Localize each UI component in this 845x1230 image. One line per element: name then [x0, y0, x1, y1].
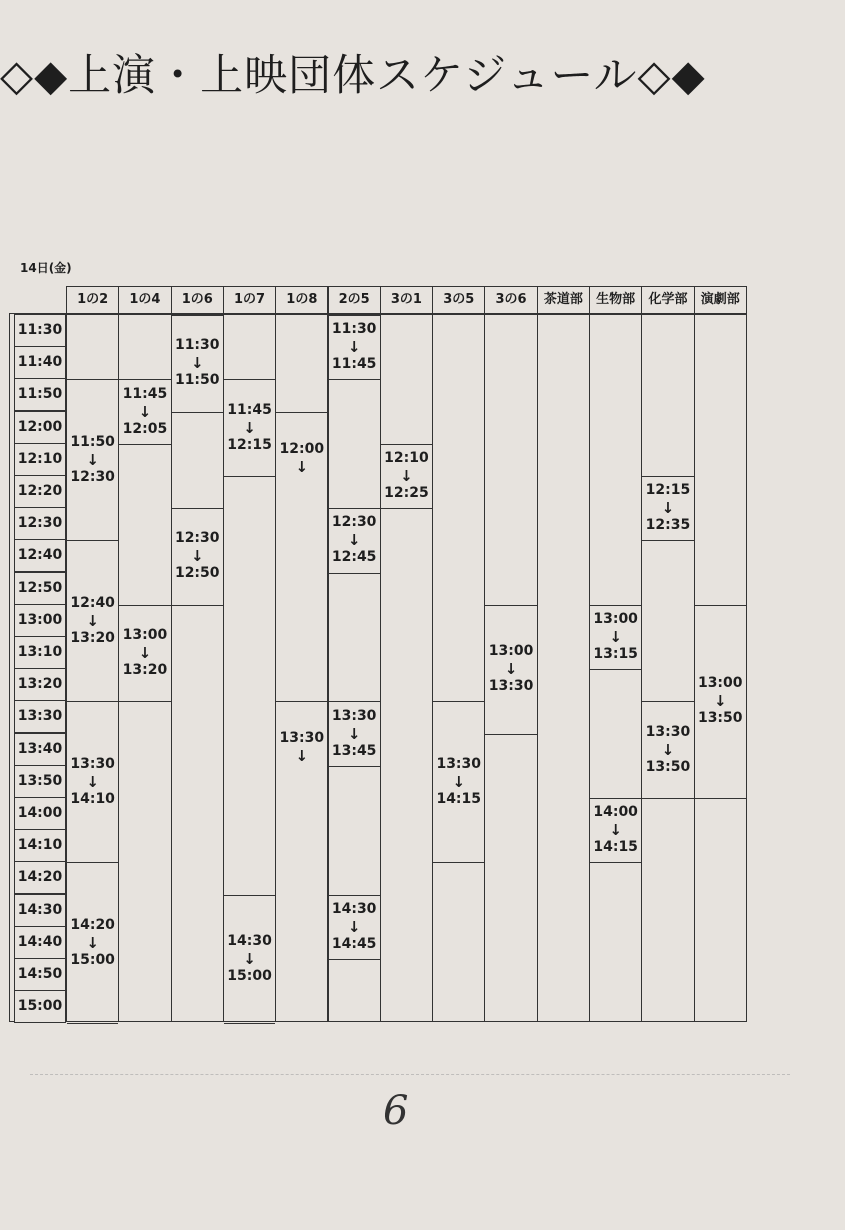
event-start-time: 12:30 [174, 530, 220, 547]
time-slot-label: 14:10 [14, 829, 66, 862]
schedule-column [641, 314, 694, 1022]
event-start-time: 14:30 [331, 900, 377, 917]
divider-line [30, 1074, 790, 1075]
schedule-event [590, 605, 641, 669]
time-slot-label: 14:40 [14, 926, 66, 959]
column-header: 化学部 [641, 286, 694, 314]
arrow-down-icon: ↓ [713, 692, 727, 711]
schedule-column [537, 314, 590, 1022]
column-header: 1の2 [66, 286, 119, 314]
event-end-time: 13:50 [645, 758, 691, 775]
schedule-event [642, 701, 693, 798]
time-slot-label: 14:30 [14, 894, 66, 927]
event-end-line [119, 444, 170, 445]
arrow-down-icon: ↓ [295, 747, 309, 766]
event-start-time: 14:30 [227, 932, 272, 949]
schedule-column [275, 314, 328, 1022]
column-header: 1の7 [223, 286, 276, 314]
event-end-time: 12:25 [384, 484, 429, 501]
schedule-event [67, 379, 118, 540]
arrow-down-icon: ↓ [452, 772, 466, 791]
event-start-time: 13:30 [645, 723, 691, 740]
event-start-time: 13:00 [593, 610, 638, 627]
schedule-event [590, 798, 641, 862]
event-end-time: 14:45 [331, 935, 377, 952]
event-start-time: 11:45 [227, 401, 272, 418]
schedule-event [67, 862, 118, 1023]
event-end-time: 13:20 [70, 629, 115, 646]
schedule-event [695, 605, 746, 798]
time-slot-label: 12:30 [14, 507, 66, 540]
schedule-event [67, 701, 118, 862]
event-end-line [224, 476, 275, 477]
event-end-line [172, 605, 223, 606]
schedule-date: 14日(金) [20, 261, 72, 275]
event-end-time: 15:00 [227, 967, 272, 984]
event-end-time: 13:45 [331, 742, 377, 759]
event-end-line [329, 379, 380, 380]
event-end-time: 15:00 [70, 951, 115, 968]
arrow-down-icon: ↓ [86, 933, 99, 952]
event-end-line [485, 734, 536, 735]
arrow-down-icon: ↓ [661, 740, 675, 759]
event-end-line [329, 573, 380, 574]
event-start-time: 11:30 [174, 337, 220, 354]
event-end-line [590, 669, 641, 670]
arrow-down-icon: ↓ [295, 457, 309, 476]
event-end-line [590, 862, 641, 863]
event-start-time: 13:00 [122, 627, 168, 644]
time-slot-label: 11:40 [14, 346, 66, 379]
event-start-time: 14:20 [70, 916, 115, 933]
arrow-down-icon: ↓ [347, 531, 361, 550]
event-start-time: 12:00 [279, 440, 325, 457]
event-start-time: 13:30 [70, 755, 115, 772]
schedule-event [119, 605, 170, 702]
event-end-line [119, 701, 170, 702]
event-end-time: 11:50 [174, 372, 220, 389]
schedule-event [642, 476, 693, 540]
event-end-time: 13:15 [593, 645, 638, 662]
event-end-time: 14:15 [436, 790, 482, 807]
schedule-column [589, 314, 642, 1022]
schedule-event [276, 412, 327, 500]
event-end-time: 13:20 [122, 662, 168, 679]
schedule-column [432, 314, 485, 1022]
event-end-line [329, 766, 380, 767]
event-start-time: 13:00 [488, 643, 534, 660]
time-slot-label: 14:20 [14, 861, 66, 894]
time-slot-label: 12:50 [14, 572, 66, 605]
event-start-time: 13:30 [331, 707, 377, 724]
schedule-column [118, 314, 171, 1022]
schedule-event [329, 315, 380, 379]
event-start-time: 12:40 [70, 594, 115, 611]
event-end-line [329, 959, 380, 960]
event-end-time: 13:50 [697, 710, 743, 727]
schedule-event [381, 444, 432, 508]
schedule-event [224, 895, 275, 1024]
event-end-line [381, 508, 432, 509]
event-end-line [224, 1023, 275, 1024]
time-slot-label: 14:00 [14, 797, 66, 830]
schedule-event [329, 895, 380, 959]
time-slot-label: 15:00 [14, 990, 66, 1023]
event-end-time: 12:15 [227, 436, 272, 453]
event-start-time: 11:45 [122, 385, 168, 402]
time-slot-label: 12:00 [14, 411, 66, 444]
schedule-column [171, 314, 224, 1022]
arrow-down-icon: ↓ [661, 499, 675, 518]
column-header: 1の8 [275, 286, 328, 314]
arrow-down-icon: ↓ [347, 338, 361, 357]
schedule-event [276, 701, 327, 789]
schedule-event [119, 379, 170, 443]
arrow-down-icon: ↓ [504, 660, 518, 679]
column-header: 3の1 [380, 286, 433, 314]
arrow-down-icon: ↓ [86, 772, 99, 791]
column-header: 2の5 [328, 286, 381, 314]
event-end-time: 11:45 [331, 356, 377, 373]
column-header: 茶道部 [537, 286, 590, 314]
time-slot-label: 13:00 [14, 604, 66, 637]
schedule-event [433, 701, 484, 862]
schedule-event [224, 379, 275, 476]
event-end-time: 12:30 [70, 468, 115, 485]
schedule-event [329, 508, 380, 572]
schedule-event [172, 508, 223, 605]
arrow-down-icon: ↓ [243, 949, 256, 968]
time-slot-label: 14:50 [14, 958, 66, 991]
event-end-time: 12:35 [645, 517, 691, 534]
event-end-time: 14:10 [70, 790, 115, 807]
event-start-time: 13:00 [697, 675, 743, 692]
arrow-down-icon: ↓ [86, 450, 99, 469]
time-slot-label: 13:40 [14, 733, 66, 766]
event-start-time: 12:30 [331, 514, 377, 531]
schedule-event [67, 540, 118, 701]
column-header: 生物部 [589, 286, 642, 314]
schedule-column [484, 314, 537, 1022]
event-end-line [642, 798, 693, 799]
column-header: 1の6 [171, 286, 224, 314]
arrow-down-icon: ↓ [347, 724, 361, 743]
event-start-time: 13:30 [436, 755, 482, 772]
time-slot-label: 13:50 [14, 765, 66, 798]
schedule-column [694, 314, 747, 1022]
event-end-time: 14:15 [593, 839, 638, 856]
arrow-down-icon: ↓ [190, 354, 204, 373]
column-header: 1の4 [118, 286, 171, 314]
schedule-column [380, 314, 433, 1022]
time-slot-label: 13:30 [14, 700, 66, 733]
column-header: 演劇部 [694, 286, 747, 314]
arrow-down-icon: ↓ [86, 611, 99, 630]
page-title: ◇◆上演・上映団体スケジュール◇◆ [0, 51, 706, 101]
time-slot-label: 12:10 [14, 443, 66, 476]
arrow-down-icon: ↓ [609, 627, 622, 646]
event-end-line [695, 798, 746, 799]
event-start-time: 12:15 [645, 482, 691, 499]
arrow-down-icon: ↓ [138, 402, 152, 421]
schedule-column [328, 314, 381, 1022]
event-start-time: 12:10 [384, 449, 429, 466]
arrow-down-icon: ↓ [243, 418, 256, 437]
arrow-down-icon: ↓ [190, 547, 204, 566]
event-end-line [433, 862, 484, 863]
time-slot-label: 12:20 [14, 475, 66, 508]
schedule-column [66, 314, 119, 1022]
time-slot-label: 11:30 [14, 314, 66, 347]
event-start-time: 11:50 [70, 433, 115, 450]
schedule-column [223, 314, 276, 1022]
column-header: 3の6 [484, 286, 537, 314]
schedule-grid [66, 314, 746, 1022]
arrow-down-icon: ↓ [400, 466, 413, 485]
schedule-event [329, 701, 380, 765]
arrow-down-icon: ↓ [138, 644, 152, 663]
event-start-time: 14:00 [593, 804, 638, 821]
time-slot-label: 11:50 [14, 378, 66, 411]
event-end-time: 12:50 [174, 565, 220, 582]
schedule-event [172, 315, 223, 412]
event-end-time: 12:05 [122, 420, 168, 437]
event-end-line [642, 540, 693, 541]
time-slot-label: 13:20 [14, 668, 66, 701]
page-number: 6 [383, 1088, 409, 1134]
arrow-down-icon: ↓ [609, 821, 622, 840]
event-end-line [67, 1023, 118, 1024]
event-end-time: 13:30 [488, 678, 534, 695]
time-slot-label: 12:40 [14, 539, 66, 572]
event-end-time: 12:45 [331, 549, 377, 566]
event-start-time: 13:30 [279, 730, 325, 747]
time-slot-label: 13:10 [14, 636, 66, 669]
column-header: 3の5 [432, 286, 485, 314]
schedule-event [485, 605, 536, 734]
arrow-down-icon: ↓ [347, 917, 361, 936]
event-start-time: 11:30 [331, 321, 377, 338]
event-end-line [172, 412, 223, 413]
